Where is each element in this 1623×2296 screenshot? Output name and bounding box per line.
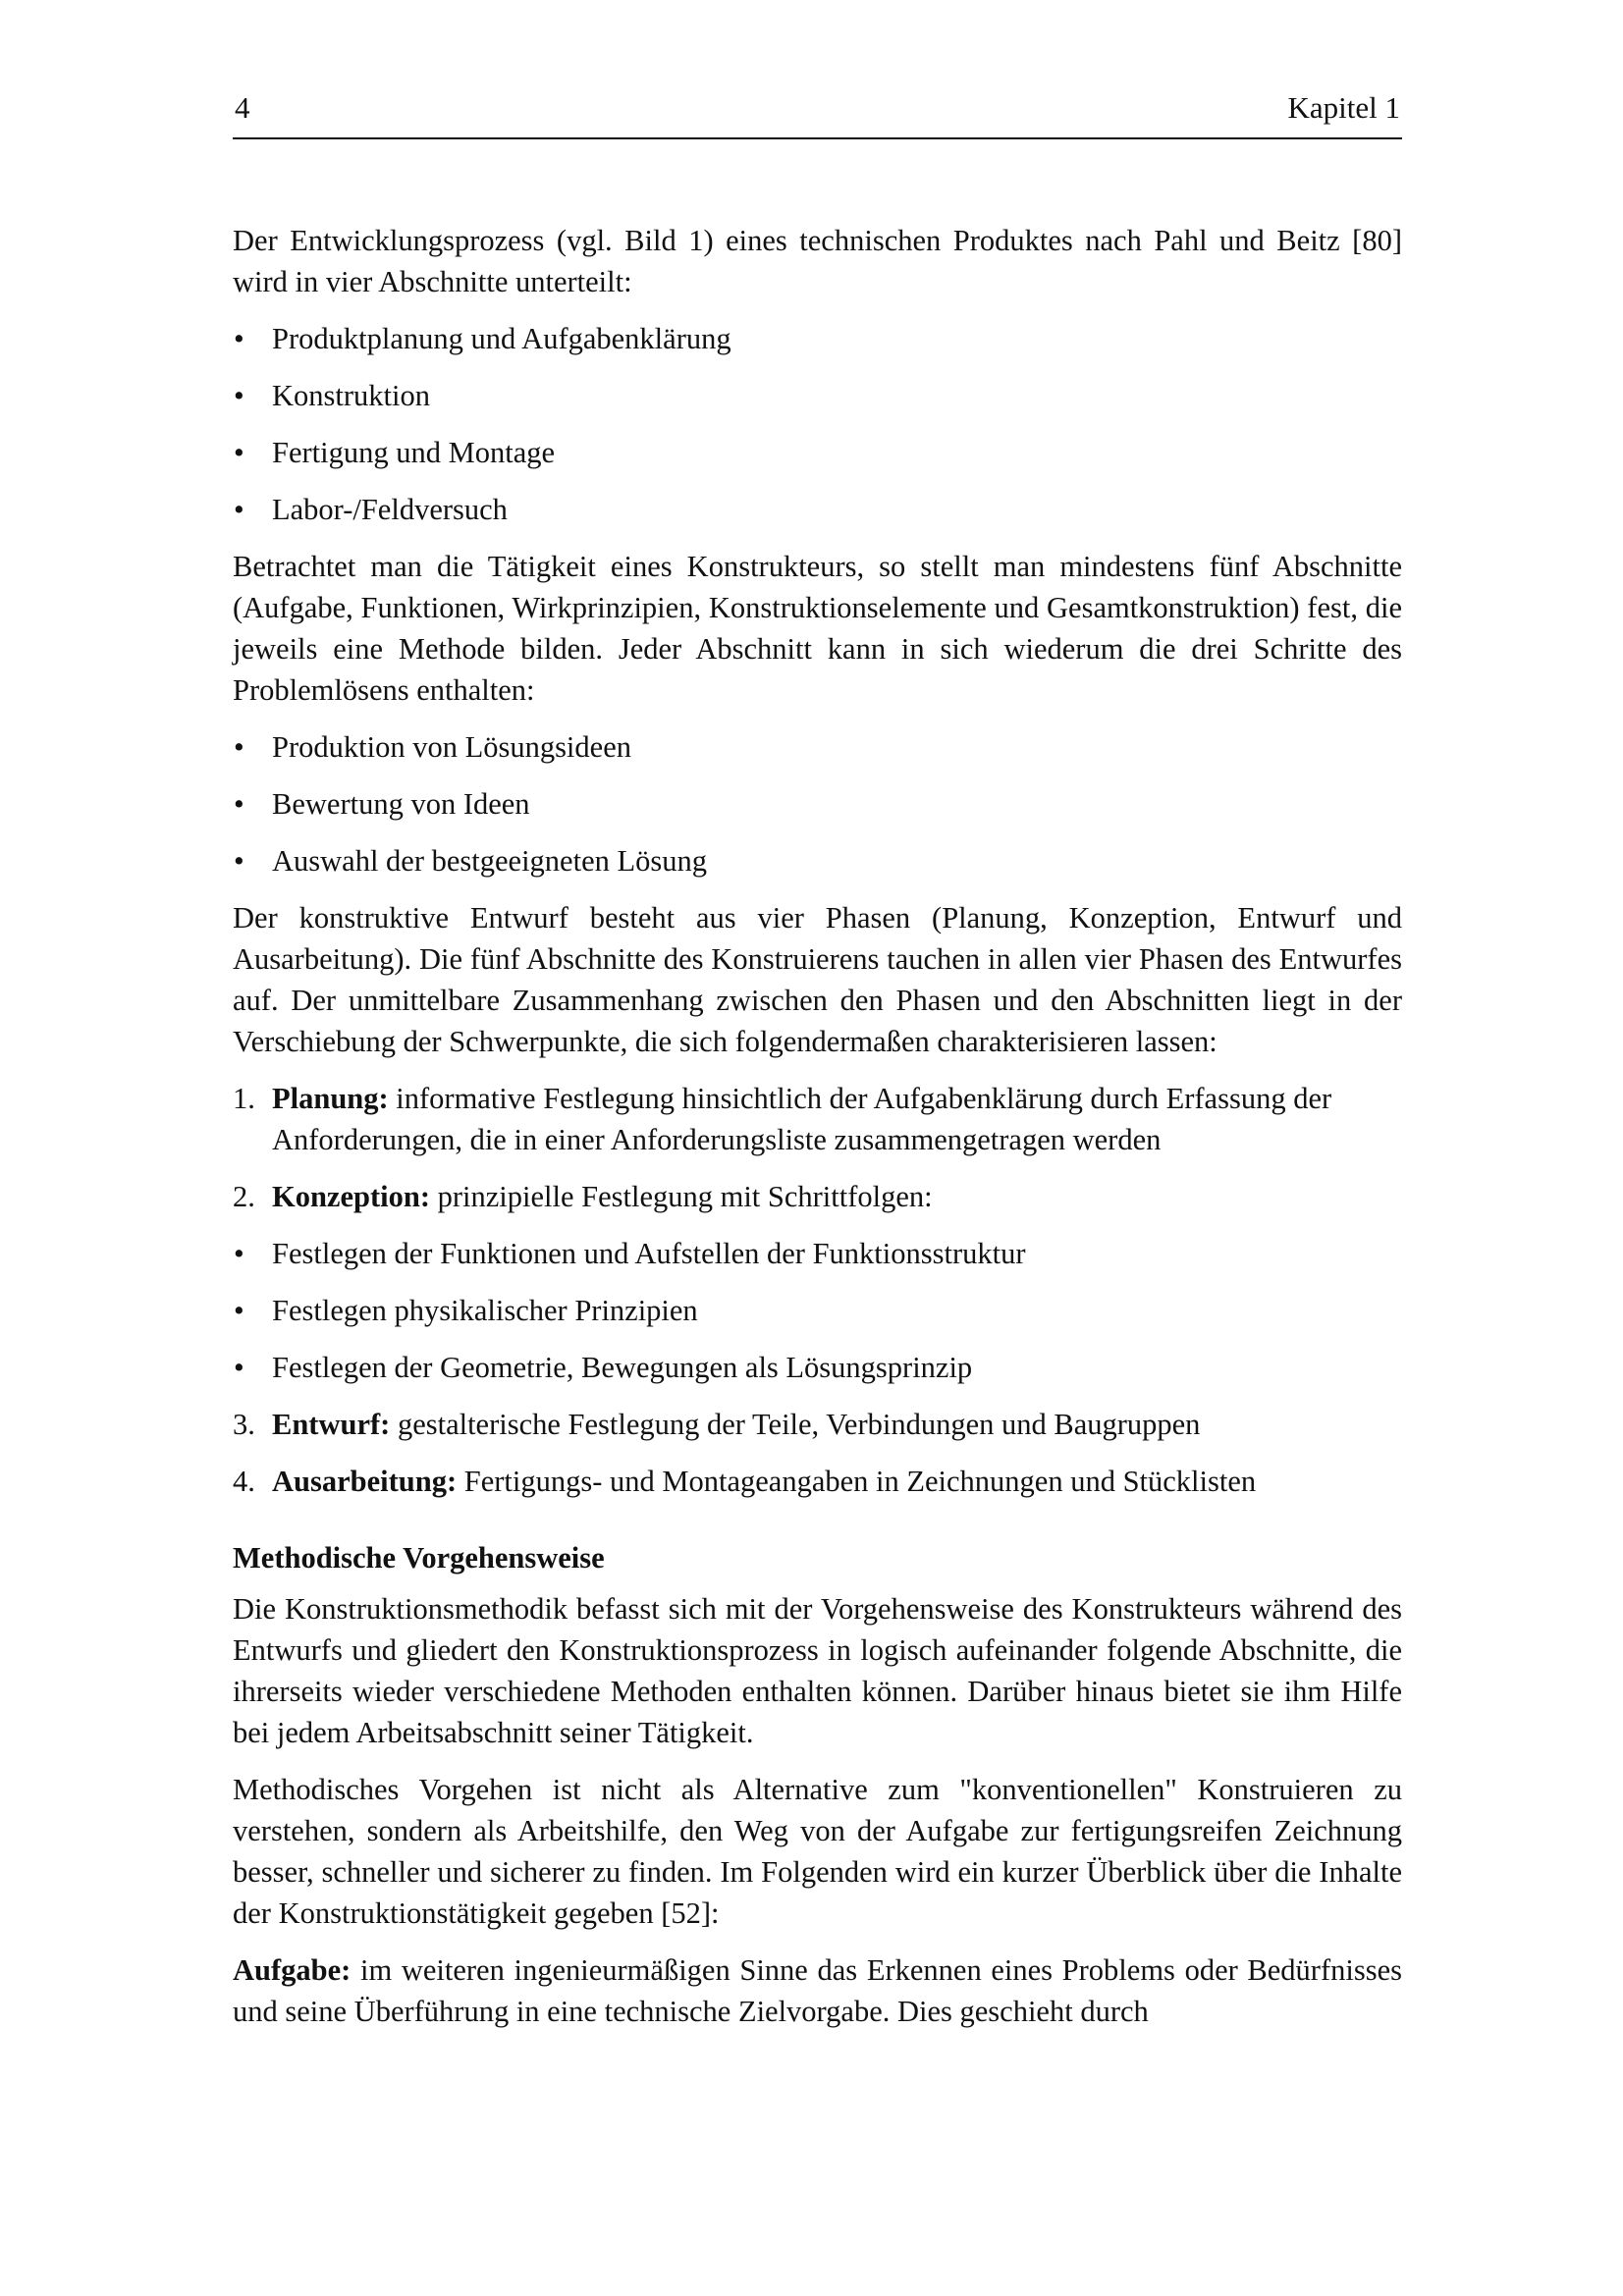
list-item: • Labor-/Feldversuch bbox=[233, 489, 1402, 530]
paragraph-task: Aufgabe: im weiteren ingenieurmäßigen Sinne das Erkennen eines Problems oder Bedürfnisses und seine Überführung in eine technische Zielvorgabe. Dies geschieht durch bbox=[233, 1953, 1402, 2028]
bullet-icon: • bbox=[234, 1351, 244, 1384]
bullet-icon: • bbox=[234, 1294, 244, 1327]
bullet-icon: • bbox=[234, 436, 244, 469]
development-phases-list bbox=[233, 318, 1402, 530]
paragraph-designer-activity: Betrachtet man die Tätigkeit eines Konstrukteurs, so stellt man mindestens fünf Abschnitte (Aufgabe, Funktionen, Wirkprinzipien, Konstruktionselemente und Gesamtkonstruktion) fest, die jeweils eine Methode bilden. Jeder Abschnitt kann in sich wiederum die drei Schritte des Problemlösens enthalten: bbox=[233, 550, 1402, 707]
section-heading: Methodische Vorgehensweise bbox=[233, 1541, 605, 1575]
list-item: • Konstruktion bbox=[233, 375, 1402, 416]
list-item: • Festlegen der Funktionen und Aufstellen der Funktionsstruktur bbox=[233, 1233, 1402, 1274]
list-item: • Produktplanung und Aufgabenklärung bbox=[233, 318, 1402, 359]
bullet-icon: • bbox=[234, 322, 244, 355]
list-item: • Auswahl der bestgeeigneten Lösung bbox=[233, 840, 1402, 881]
concept-steps-list bbox=[233, 1233, 1402, 1388]
problem-solving-steps-list bbox=[233, 726, 1402, 881]
numbered-item-draft: 3. Entwurf: gestalterische Festlegung der Teile, Verbindungen und Baugruppen bbox=[233, 1408, 1201, 1441]
list-item: • Festlegen der Geometrie, Bewegungen als Lösungsprinzip bbox=[233, 1347, 1402, 1388]
body-text bbox=[233, 220, 1402, 2032]
page-number: 4 bbox=[235, 90, 250, 125]
list-item: • Produktion von Lösungsideen bbox=[233, 726, 1402, 768]
list-item: • Bewertung von Ideen bbox=[233, 783, 1402, 825]
numbered-item-concept: 2. Konzeption: prinzipielle Festlegung mit Schrittfolgen: bbox=[233, 1180, 933, 1213]
bullet-icon: • bbox=[234, 844, 244, 878]
list-item: • Festlegen physikalischer Prinzipien bbox=[233, 1290, 1402, 1331]
paragraph-methodology: Die Konstruktionsmethodik befasst sich mit der Vorgehensweise des Konstrukteurs während des Entwurfs und gliedert den Konstruktionsprozess in logisch aufeinander folgende Abschnitte, die ihrerseits wieder verschiedene Methoden enthalten können. Darüber hinaus bietet sie ihm Hilfe bei jedem Arbeitsabschnitt seiner Tätigkeit. bbox=[233, 1592, 1402, 1749]
bullet-icon: • bbox=[234, 730, 244, 764]
running-header bbox=[233, 86, 1402, 139]
chapter-title: Kapitel 1 bbox=[1287, 90, 1400, 125]
bullet-icon: • bbox=[234, 787, 244, 821]
bullet-icon: • bbox=[234, 379, 244, 412]
numbered-item-elaboration: 4. Ausarbeitung: Fertigungs- und Montageangaben in Zeichnungen und Stücklisten bbox=[233, 1465, 1257, 1498]
paragraph-design-phases: Der konstruktive Entwurf besteht aus vier Phasen (Planung, Konzeption, Entwurf und Ausarbeitung). Die fünf Abschnitte des Konstruierens tauchen in allen vier Phasen des Entwurfes auf. Der unmittelbare Zusammenhang zwischen den Phasen und den Abschnitten liegt in der Verschiebung der Schwerpunkte, die sich folgendermaßen charakterisieren lassen: bbox=[233, 901, 1402, 1058]
list-item: • Fertigung und Montage bbox=[233, 432, 1402, 473]
bullet-icon: • bbox=[234, 1237, 244, 1270]
bullet-icon: • bbox=[234, 493, 244, 526]
intro-paragraph: Der Entwicklungsprozess (vgl. Bild 1) eines technischen Produktes nach Pahl und Beitz [80] wird in vier Abschnitte unterteilt: bbox=[233, 224, 1402, 298]
paragraph-methodical-approach: Methodisches Vorgehen ist nicht als Alternative zum "konventionellen" Konstruieren zu verstehen, sondern als Arbeitshilfe, den Weg von der Aufgabe zur fertigungsreifen Zeichnung besser, schneller und sicherer zu finden. Im Folgenden wird ein kurzer Überblick über die Inhalte der Konstruktionstätigkeit gegeben [52]: bbox=[233, 1773, 1402, 1930]
numbered-item-planning: 1. Planung: informative Festlegung hinsichtlich der Aufgabenklärung durch Erfassung der Anforderungen, die in einer Anforderungsliste zusammengetragen werden bbox=[233, 1082, 1332, 1156]
